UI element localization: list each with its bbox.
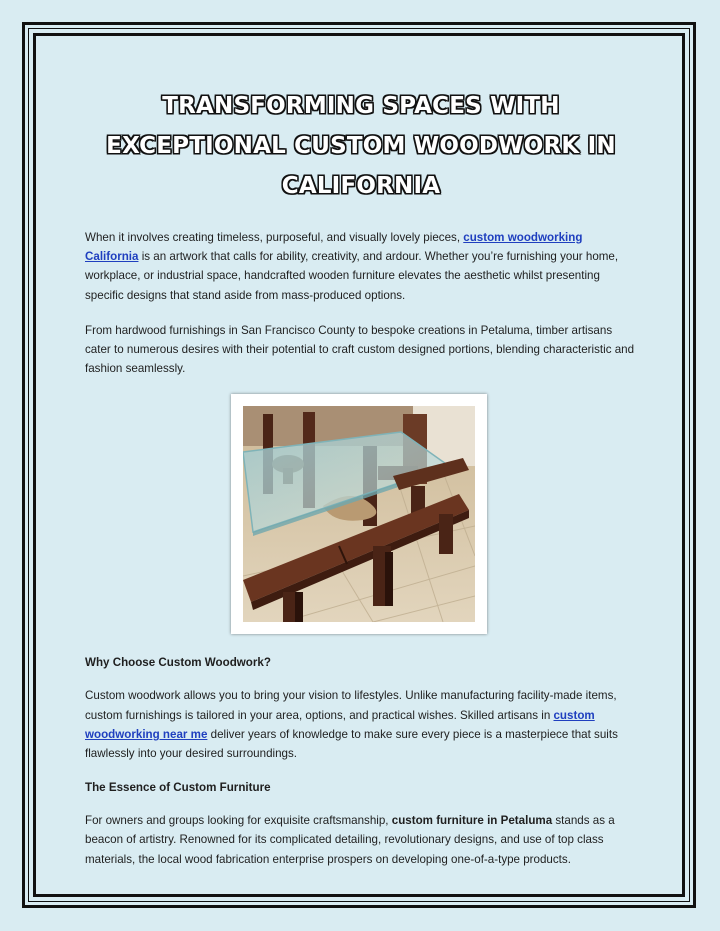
wooden-table-and-bench-photo — [243, 406, 475, 622]
section2-text-before: For owners and groups looking for exquisite craftsmanship, — [85, 814, 392, 828]
furniture-photo-frame — [231, 394, 487, 634]
intro-paragraph — [85, 228, 637, 305]
custom-furniture-petaluma-bold: custom furniture in Petaluma — [391, 814, 553, 828]
custom-woodworking-california-link[interactable]: custom woodworking California — [85, 231, 583, 264]
document-body — [85, 86, 637, 885]
section2-paragraph — [85, 811, 637, 869]
section-heading-why-custom: Why Choose Custom Woodwork? — [85, 656, 271, 670]
second-paragraph: From hardwood furnishings in San Francisco County to bespoke creations in Petaluma, timber artisans cater to numerous desires with their potential to craft custom designed portions, blending characteristic and fashion seamlessly. — [85, 323, 635, 376]
intro-text-after: is an artwork that calls for ability, creativity, and ardour. Whether you’re furnishing your home, workplace, or industrial space, handcrafted wooden furniture elevates the aesthetic whilst presenting specific designs that stand aside from mass-produced options. — [85, 250, 619, 302]
intro-text-before: When it involves creating timeless, purposeful, and visually lovely pieces, — [85, 231, 464, 244]
section1-text-after: deliver years of knowledge to make sure every piece is a masterpiece that suits flawlessly into your desired surroundings. — [85, 727, 618, 761]
section1-text-before: Custom woodwork allows you to bring your vision to lifestyles. Unlike manufacturing facility-made items, custom furnishings is tailored in your area, options, and practical wishes. Skilled artisans in — [85, 689, 617, 722]
section-heading-essence: The Essence of Custom Furniture — [85, 781, 271, 795]
section2-text-after: stands as a beacon of artistry. Renowned for its complicated detailing, revolutionary designs, and use of top class materials, the local wood fabrication enterprise prospers on developing one-of-a-type products. — [85, 814, 615, 866]
page-title: TRANSFORMING SPACES WITH EXCEPTIONAL CUSTOM WOODWORK IN CALIFORNIA — [106, 93, 616, 199]
section1-paragraph — [85, 686, 637, 763]
custom-woodworking-near-me-link[interactable]: custom woodworking near me — [85, 708, 595, 741]
